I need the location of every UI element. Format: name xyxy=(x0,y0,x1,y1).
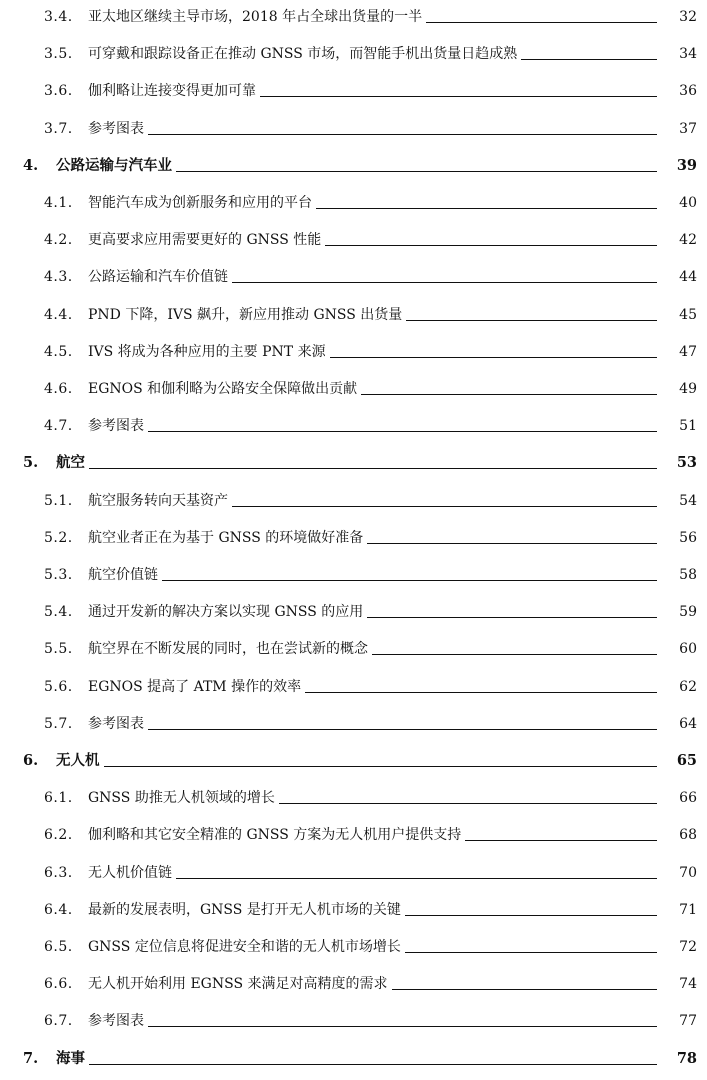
toc-page-number: 40 xyxy=(679,195,697,211)
toc-page-number: 36 xyxy=(679,83,697,100)
toc-page-number: 34 xyxy=(679,46,697,63)
toc-page-number: 65 xyxy=(676,752,697,769)
toc-entry-title: 参考图表 xyxy=(88,418,144,435)
toc-leader-line xyxy=(176,171,657,172)
toc-entry-title: PND 下降，IVS 飙升，新应用推动 GNSS 出货量 xyxy=(88,306,403,323)
toc-entry-number: 6.7. xyxy=(44,1013,73,1030)
toc-entry[interactable] xyxy=(0,558,707,584)
toc-page-number: 42 xyxy=(679,232,697,249)
toc-chapter-entry[interactable] xyxy=(0,149,707,175)
toc-entry-number: 4.1. xyxy=(44,195,73,211)
toc-leader-line xyxy=(316,208,657,209)
toc-entry-number: 5.7. xyxy=(44,715,73,732)
toc-entry-number: 4.4. xyxy=(44,306,73,323)
toc-page-number: 37 xyxy=(679,120,697,137)
toc-page-number: 45 xyxy=(679,306,697,323)
toc-entry-title: 航空价值链 xyxy=(88,567,158,583)
toc-entry-number: 4. xyxy=(23,156,39,174)
toc-entry-title: 参考图表 xyxy=(88,120,144,137)
toc-leader-line xyxy=(148,134,657,135)
toc-entry-number: 5.2. xyxy=(44,529,73,546)
toc-entry[interactable] xyxy=(0,335,707,361)
toc-entry-title: 参考图表 xyxy=(88,1013,144,1030)
toc-leader-line xyxy=(148,1026,657,1027)
toc-entry[interactable] xyxy=(0,595,707,621)
toc-leader-line xyxy=(260,96,657,97)
toc-leader-line xyxy=(89,468,657,469)
toc-entry-number: 3.4. xyxy=(44,9,73,25)
toc-entry-number: 7. xyxy=(23,1049,39,1067)
toc-entry-title: IVS 将成为各种应用的主要 PNT 来源 xyxy=(88,343,326,360)
toc-entry[interactable] xyxy=(0,372,707,398)
toc-entry-number: 6.2. xyxy=(44,827,73,844)
toc-leader-line xyxy=(330,357,657,358)
toc-entry-title: 参考图表 xyxy=(88,715,144,732)
toc-leader-line xyxy=(148,431,657,432)
toc-page-number: 39 xyxy=(676,156,697,174)
toc-leader-line xyxy=(89,1064,657,1065)
toc-entry-number: 5. xyxy=(23,454,39,472)
toc-leader-line xyxy=(162,580,657,581)
toc-leader-line xyxy=(148,729,657,730)
toc-leader-line xyxy=(305,692,657,693)
toc-leader-line xyxy=(367,543,657,544)
toc-entry[interactable] xyxy=(0,632,707,658)
toc-entry-title: 航空服务转向天基资产 xyxy=(88,492,228,509)
toc-entry-number: 3.5. xyxy=(44,46,73,63)
toc-leader-line xyxy=(104,766,658,767)
toc-entry[interactable] xyxy=(0,1004,707,1030)
toc-entry-number: 3.7. xyxy=(44,120,73,137)
toc-entry[interactable] xyxy=(0,223,707,249)
toc-page-number: 62 xyxy=(679,678,697,695)
toc-page-number: 78 xyxy=(676,1049,697,1067)
toc-entry-number: 5.6. xyxy=(44,678,73,695)
toc-entry-title: 通过开发新的解决方案以实现 GNSS 的应用 xyxy=(88,604,364,621)
toc-entry-title: GNSS 定位信息将促进安全和谐的无人机市场增长 xyxy=(88,939,401,955)
toc-leader-line xyxy=(325,245,657,246)
toc-entry-title: 智能汽车成为创新服务和应用的平台 xyxy=(88,195,312,211)
toc-entry[interactable] xyxy=(0,484,707,510)
toc-page-number: 71 xyxy=(679,901,697,918)
toc-entry-title: 最新的发展表明，GNSS 是打开无人机市场的关键 xyxy=(88,901,401,918)
toc-chapter-entry[interactable] xyxy=(0,446,707,472)
toc-page-number: 60 xyxy=(679,641,697,658)
toc-entry[interactable] xyxy=(0,37,707,63)
toc-entry-number: 5.1. xyxy=(44,492,73,509)
toc-entry-title: 公路运输与汽车业 xyxy=(56,156,172,174)
toc-entry-title: 公路运输和汽车价值链 xyxy=(88,269,228,286)
toc-page-number: 66 xyxy=(679,790,697,807)
toc-page-number: 44 xyxy=(679,269,697,286)
toc-leader-line xyxy=(426,22,657,23)
toc-entry-number: 5.3. xyxy=(44,567,73,583)
toc-leader-line xyxy=(392,989,658,990)
toc-leader-line xyxy=(232,282,657,283)
toc-leader-line xyxy=(521,59,657,60)
toc-page-number: 68 xyxy=(679,827,697,844)
toc-entry[interactable] xyxy=(0,856,707,882)
toc-entry[interactable] xyxy=(0,930,707,956)
toc-entry[interactable] xyxy=(0,186,707,212)
toc-entry-title: 无人机开始利用 EGNSS 来满足对高精度的需求 xyxy=(88,976,388,993)
toc-leader-line xyxy=(465,840,657,841)
toc-entry[interactable] xyxy=(0,0,707,26)
toc-page-number: 32 xyxy=(679,9,697,25)
toc-entry-title: 无人机 xyxy=(56,752,100,769)
toc-entry-title: 航空业者正在为基于 GNSS 的环境做好准备 xyxy=(88,529,364,546)
toc-entry-number: 6. xyxy=(23,752,39,769)
toc-entry[interactable] xyxy=(0,521,707,547)
toc-entry[interactable] xyxy=(0,260,707,286)
toc-page-number: 58 xyxy=(679,567,697,583)
toc-entry-title: 伽利略让连接变得更加可靠 xyxy=(88,83,256,100)
toc-page-number: 51 xyxy=(679,418,697,435)
toc-entry[interactable] xyxy=(0,670,707,696)
toc-entry-number: 4.5. xyxy=(44,343,73,360)
toc-entry[interactable] xyxy=(0,298,707,324)
toc-entry-title: 更高要求应用需要更好的 GNSS 性能 xyxy=(88,232,322,249)
toc-entry-number: 3.6. xyxy=(44,83,73,100)
toc-page-number: 70 xyxy=(679,864,697,881)
toc-page-number: 59 xyxy=(679,604,697,621)
toc-entry-title: 航空界在不断发展的同时，也在尝试新的概念 xyxy=(88,641,368,658)
toc-entry-title: 海事 xyxy=(56,1049,85,1067)
toc-page-number: 49 xyxy=(679,381,697,397)
toc-page-number: 56 xyxy=(679,529,697,546)
toc-entry[interactable] xyxy=(0,893,707,919)
toc-entry-title: 航空 xyxy=(56,454,85,472)
toc-page-number: 64 xyxy=(679,715,697,732)
toc-entry-title: 可穿戴和跟踪设备正在推动 GNSS 市场，而智能手机出货量日趋成熟 xyxy=(88,46,518,63)
toc-entry-title: 无人机价值链 xyxy=(88,864,172,881)
toc-entry[interactable] xyxy=(0,967,707,993)
toc-page-number: 72 xyxy=(679,939,697,955)
toc-entry-number: 6.6. xyxy=(44,976,73,993)
toc-entry-number: 4.7. xyxy=(44,418,73,435)
toc-entry-title: 亚太地区继续主导市场，2018 年占全球出货量的一半 xyxy=(88,9,423,25)
toc-entry-number: 5.4. xyxy=(44,604,73,621)
toc-leader-line xyxy=(367,617,657,618)
toc-entry-number: 5.5. xyxy=(44,641,73,658)
toc-entry-number: 4.3. xyxy=(44,269,73,286)
toc-leader-line xyxy=(372,654,657,655)
toc-entry-number: 4.2. xyxy=(44,232,73,249)
toc-leader-line xyxy=(405,915,657,916)
toc-page-number: 53 xyxy=(676,454,697,472)
toc-entry-title: 伽利略和其它安全精准的 GNSS 方案为无人机用户提供支持 xyxy=(88,827,462,844)
toc-page-number: 74 xyxy=(679,976,697,993)
toc-leader-line xyxy=(405,952,657,953)
toc-entry-number: 6.1. xyxy=(44,790,73,807)
toc-chapter-entry[interactable] xyxy=(0,1042,707,1068)
toc-entry-title: EGNOS 和伽利略为公路安全保障做出贡献 xyxy=(88,381,358,397)
toc-entry[interactable] xyxy=(0,74,707,100)
toc-leader-line xyxy=(406,320,657,321)
toc-entry[interactable] xyxy=(0,707,707,733)
toc-leader-line xyxy=(232,506,657,507)
toc-entry[interactable] xyxy=(0,409,707,435)
toc-page-number: 54 xyxy=(679,492,697,509)
toc-entry[interactable] xyxy=(0,781,707,807)
toc-entry-number: 4.6. xyxy=(44,381,73,397)
toc-entry-number: 6.4. xyxy=(44,901,73,918)
toc-entry[interactable] xyxy=(0,112,707,138)
toc-entry-number: 6.3. xyxy=(44,864,73,881)
toc-entry-number: 6.5. xyxy=(44,939,73,955)
toc-page-number: 77 xyxy=(679,1013,697,1030)
toc-entry-title: EGNOS 提高了 ATM 操作的效率 xyxy=(88,678,302,695)
toc-entry[interactable] xyxy=(0,818,707,844)
toc-entry-title: GNSS 助推无人机领域的增长 xyxy=(88,790,275,807)
toc-chapter-entry[interactable] xyxy=(0,744,707,770)
toc-leader-line xyxy=(176,878,657,879)
toc-leader-line xyxy=(361,394,657,395)
toc-page-number: 47 xyxy=(679,343,697,360)
toc-leader-line xyxy=(279,803,657,804)
